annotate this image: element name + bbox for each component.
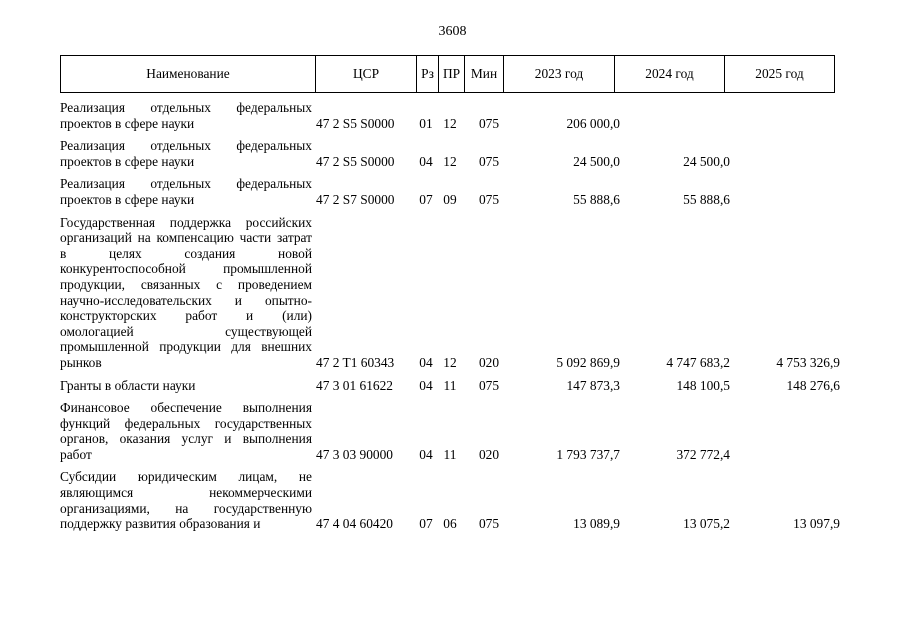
row-min: 020 bbox=[478, 446, 500, 462]
row-2024: 13 075,2 bbox=[683, 516, 730, 532]
row-2024: 372 772,4 bbox=[676, 446, 730, 462]
column-header-csr: ЦСР bbox=[316, 56, 417, 93]
table-row bbox=[60, 400, 842, 462]
row-rz: 04 bbox=[419, 354, 433, 370]
row-2024: 24 500,0 bbox=[683, 153, 730, 169]
row-csr: 47 2 T1 60343 bbox=[316, 354, 395, 370]
row-name: Реализация отдельных федеральных проектов в сфере науки bbox=[60, 100, 312, 131]
row-2023: 147 873,3 bbox=[566, 377, 620, 393]
row-rz: 01 bbox=[419, 115, 433, 131]
row-2025: 13 097,9 bbox=[793, 516, 840, 532]
row-pr: 12 bbox=[443, 115, 457, 131]
row-pr: 12 bbox=[443, 354, 457, 370]
row-csr: 47 2 S5 S0000 bbox=[316, 115, 395, 131]
table-row bbox=[60, 100, 842, 131]
row-min: 075 bbox=[478, 115, 500, 131]
row-name: Финансовое обеспечение выполнения функций федеральных государственных органов, оказания услуг и выполнения работ bbox=[60, 400, 312, 462]
row-2023: 24 500,0 bbox=[573, 153, 620, 169]
row-min: 075 bbox=[478, 516, 500, 532]
row-csr: 47 3 01 61622 bbox=[316, 377, 393, 393]
row-pr: 11 bbox=[443, 446, 457, 462]
table-row bbox=[60, 378, 842, 394]
row-2023: 1 793 737,7 bbox=[556, 446, 620, 462]
row-csr: 47 2 S5 S0000 bbox=[316, 153, 395, 169]
column-header-name: Наименование bbox=[61, 56, 316, 93]
column-header-2023: 2023 год bbox=[504, 56, 615, 93]
row-min: 075 bbox=[478, 191, 500, 207]
column-header-rz: Рз bbox=[417, 56, 439, 93]
row-pr: 11 bbox=[443, 377, 457, 393]
row-rz: 07 bbox=[419, 516, 433, 532]
column-header-pr: ПР bbox=[439, 56, 465, 93]
row-name: Гранты в области науки bbox=[60, 377, 196, 393]
table-body bbox=[60, 100, 842, 539]
row-2023: 206 000,0 bbox=[566, 115, 620, 131]
row-csr: 47 4 04 60420 bbox=[316, 516, 393, 532]
column-header-min: Мин bbox=[465, 56, 504, 93]
row-2024: 148 100,5 bbox=[676, 377, 730, 393]
row-min: 075 bbox=[478, 377, 500, 393]
row-2023: 55 888,6 bbox=[573, 191, 620, 207]
column-header-2025: 2025 год bbox=[725, 56, 835, 93]
row-name: Субсидии юридическим лицам, не являющимся некоммерческими организациями, на государственную поддержку развития образования и bbox=[60, 469, 312, 532]
row-csr: 47 3 03 90000 bbox=[316, 446, 393, 462]
row-csr: 47 2 S7 S0000 bbox=[316, 191, 395, 207]
row-pr: 06 bbox=[443, 516, 457, 532]
row-min: 075 bbox=[478, 153, 500, 169]
table-row bbox=[60, 138, 842, 169]
row-name: Реализация отдельных федеральных проектов в сфере науки bbox=[60, 176, 312, 207]
page-number: 3608 bbox=[438, 24, 467, 39]
row-rz: 07 bbox=[419, 191, 433, 207]
row-name: Реализация отдельных федеральных проектов в сфере науки bbox=[60, 138, 312, 169]
row-rz: 04 bbox=[419, 446, 433, 462]
row-2023: 13 089,9 bbox=[573, 516, 620, 532]
table-header bbox=[60, 55, 835, 93]
row-pr: 09 bbox=[443, 191, 457, 207]
row-2024: 4 747 683,2 bbox=[666, 354, 730, 370]
row-name: Государственная поддержка российских организаций на компенсацию части затрат в целях создания новой конкурентоспособной промышленной продукции, связанных с проведением научно-исследовательских и опытно-конструкторских работ и (или) омологацией существующей промышленной продукции для внешних рынков bbox=[60, 214, 312, 370]
row-pr: 12 bbox=[443, 153, 457, 169]
row-rz: 04 bbox=[419, 377, 433, 393]
table-row bbox=[60, 215, 842, 371]
row-rz: 04 bbox=[419, 153, 433, 169]
table-row bbox=[60, 176, 842, 207]
row-2023: 5 092 869,9 bbox=[556, 354, 620, 370]
row-min: 020 bbox=[478, 354, 500, 370]
table-row bbox=[60, 469, 842, 531]
row-2025: 4 753 326,9 bbox=[776, 354, 840, 370]
column-header-2024: 2024 год bbox=[615, 56, 725, 93]
row-2024: 55 888,6 bbox=[683, 191, 730, 207]
row-2025: 148 276,6 bbox=[786, 377, 840, 393]
